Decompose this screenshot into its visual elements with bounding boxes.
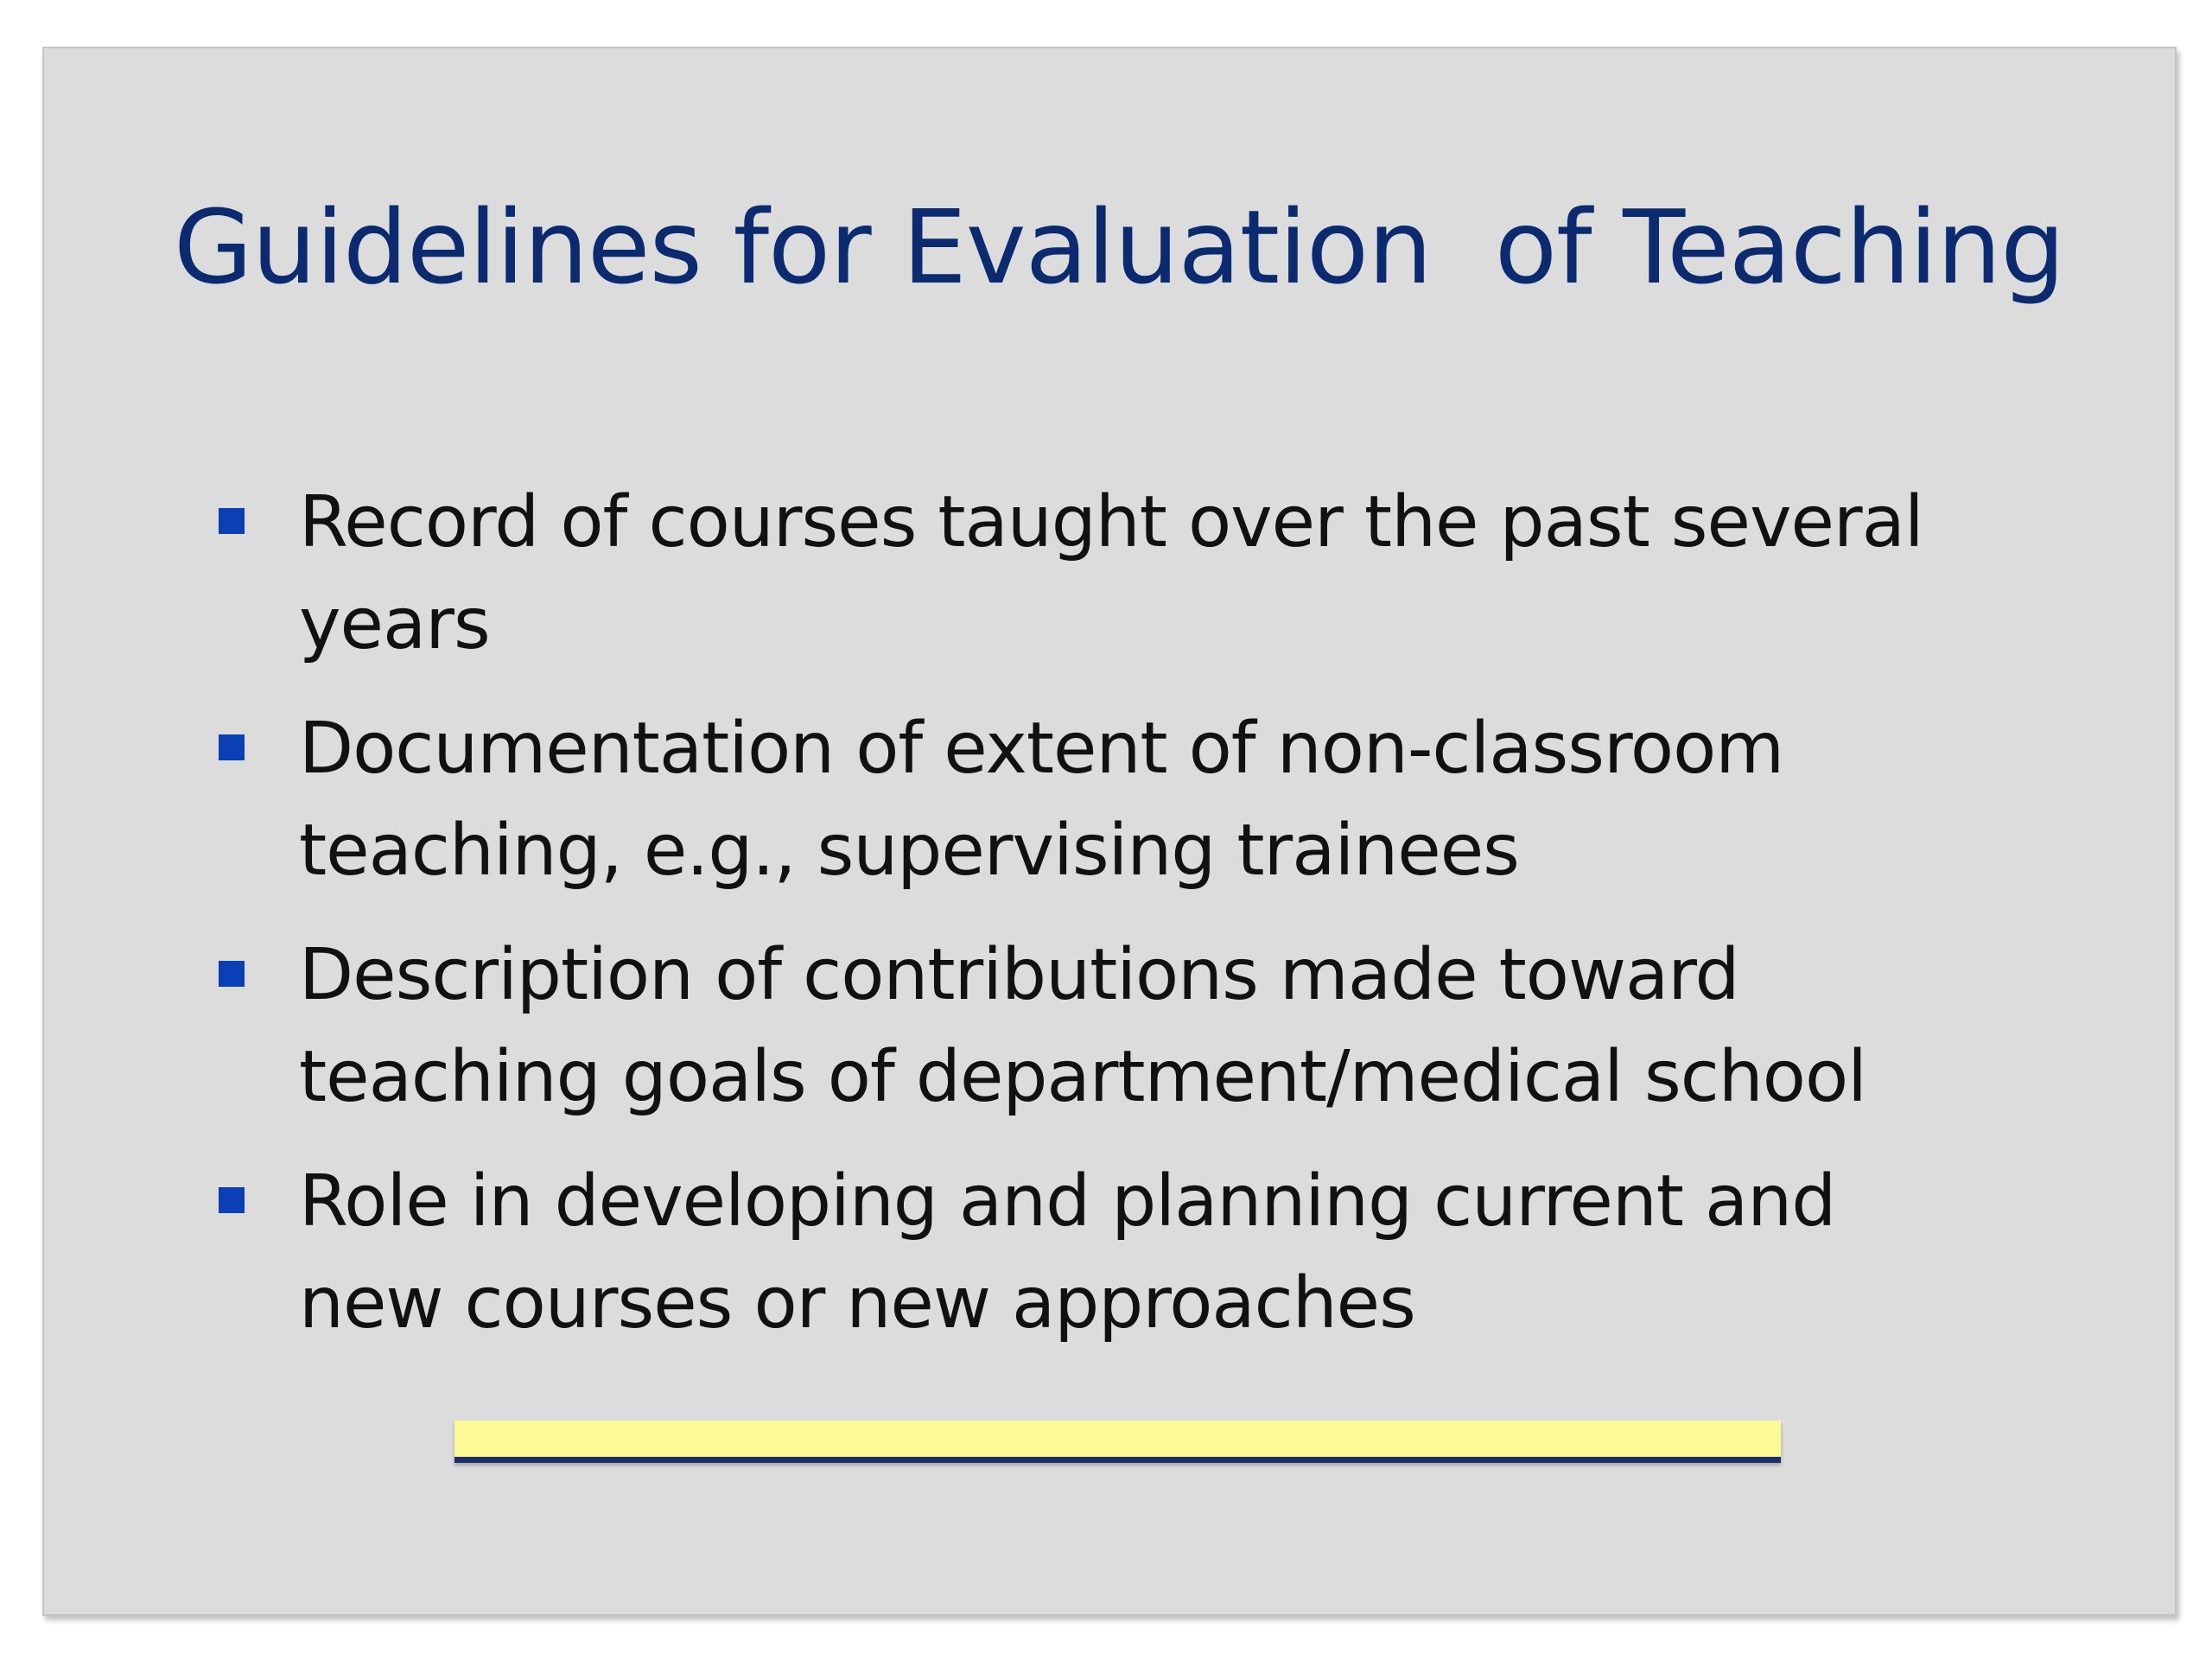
bullet-list [217, 472, 1980, 1377]
decorative-highlight-bar [454, 1421, 1781, 1463]
bullet-item [217, 698, 1980, 902]
slide-title: Guidelines for Evaluation of Teaching [174, 188, 2065, 307]
bullet-text: Description of contributions made toward teaching goals of department/medical school [299, 934, 1866, 1118]
bullet-text: Role in developing and planning current and new courses or new approaches [299, 1160, 1836, 1344]
slide [42, 47, 2177, 1616]
bullet-text: Documentation of extent of non-classroom teaching, e.g., supervising trainees [299, 708, 1784, 892]
bullet-item [217, 472, 1980, 676]
bullet-item [217, 1151, 1980, 1355]
bullet-item [217, 925, 1980, 1128]
square-bullet-icon [219, 961, 245, 987]
square-bullet-icon [219, 1187, 245, 1213]
square-bullet-icon [219, 734, 245, 760]
square-bullet-icon [219, 508, 245, 534]
bullet-text: Record of courses taught over the past several years [299, 481, 1923, 665]
